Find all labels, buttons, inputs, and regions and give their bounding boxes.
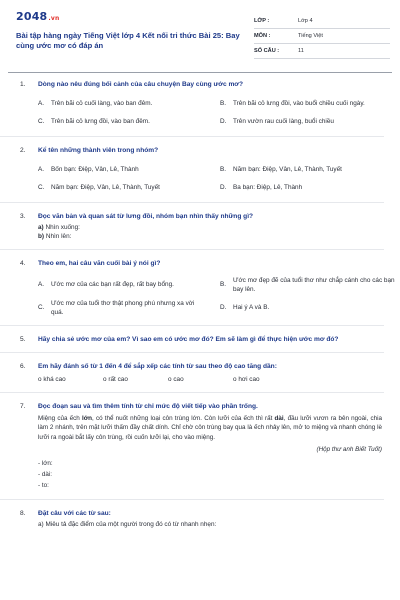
option-label: D.	[220, 117, 227, 125]
answer-line[interactable]	[38, 233, 382, 242]
question-stem: Hãy chia sẻ ước mơ của em? Vì sao em có ước mơ đó? Em sẽ làm gì để thực hiện ước mơ đó?	[38, 336, 339, 344]
site-logo[interactable]	[16, 10, 59, 23]
option-label: C.	[38, 183, 45, 191]
options	[38, 277, 395, 317]
option-label: C.	[38, 117, 45, 125]
line-text: Nhìn lên:	[45, 232, 72, 240]
meta-value: 11	[298, 48, 304, 54]
question-4	[20, 259, 395, 317]
option-label: B.	[220, 281, 227, 289]
option-c[interactable]	[38, 116, 208, 128]
question-stem: Kể tên những thành viên trong nhóm?	[38, 147, 159, 154]
option-d[interactable]	[220, 300, 400, 317]
question-number: 1.	[20, 81, 26, 88]
question-8	[20, 509, 382, 530]
option-text: Hai ý A và B.	[233, 304, 270, 312]
divider	[0, 499, 384, 500]
question-number: 3.	[20, 213, 26, 220]
option-text: Trên vườn rau cuối làng, buổi chiều	[233, 117, 334, 125]
option-a[interactable]	[38, 277, 208, 294]
option-c[interactable]	[38, 300, 208, 317]
option-label: C.	[38, 304, 45, 312]
meta-key: LỚP :	[254, 18, 270, 24]
divider	[0, 392, 384, 393]
option-label: A.	[38, 165, 45, 173]
divider	[0, 325, 384, 326]
blank-line[interactable]: - to:	[38, 481, 49, 489]
option-text: Trên bãi cỏ lưng đồi, vào buổi chiều cuối ngày.	[233, 99, 365, 107]
line-text: Nhìn xuống:	[45, 224, 80, 231]
question-number: 6.	[20, 363, 26, 371]
option-a[interactable]	[38, 98, 208, 110]
question-stem: Theo em, hai câu văn cuối bài ý nói gì?	[38, 260, 161, 268]
options	[38, 98, 382, 128]
question-stem: Em hãy đánh số từ 1 đến 4 để sắp xếp các tính từ sau theo độ cao tăng dần:	[38, 363, 277, 371]
option-b[interactable]	[220, 98, 400, 110]
options	[38, 164, 382, 194]
option-text: Ước mơ đẹp đẽ của tuổi thơ như chắp cánh cho các bạn bay lên.	[233, 277, 395, 293]
question-number: 8.	[20, 509, 26, 517]
meta-value: Tiếng Việt	[298, 33, 323, 39]
question-stem: Dòng nào nêu đúng bối cảnh của câu chuyện Bay cùng ước mơ?	[38, 81, 244, 88]
passage-text: , đầu lưỡi vươn ra bên ngoài, chia làm 2 nhánh, trên mặt lưỡi thấm đầy chất dính. Chỉ chờ côn trùng bay qua là ếch nhảy lên, mở to miệng và nhanh chóng lè lưỡi ra ngoài bắt lấy côn trùng, rồi cuốn lưỡi lại, cho vào miệng.	[38, 415, 383, 441]
meta-row-count	[254, 44, 390, 59]
option-text: Năm bạn: Điệp, Vân, Lê, Thành, Tuyết	[51, 183, 160, 191]
header	[16, 10, 390, 62]
option-label: A.	[38, 281, 45, 289]
option-label: B.	[220, 99, 227, 107]
question-7	[20, 402, 382, 491]
question-stem: Đọc đoạn sau và tìm thêm tính từ chỉ mức độ viết tiếp vào phần trống.	[38, 403, 258, 411]
meta-value: Lớp 4	[298, 18, 313, 24]
document-title: Bài tập hàng ngày Tiếng Việt lớp 4 Kết nối tri thức Bài 25: Bay cùng ước mơ có đáp án	[16, 31, 240, 50]
answer-line[interactable]	[38, 224, 382, 233]
option-text: Ước mơ của các bạn rất đẹp, rất bay bổng.	[51, 281, 174, 289]
question-1	[20, 80, 382, 128]
option-b[interactable]	[220, 277, 400, 294]
question-number: 7.	[20, 403, 26, 411]
answer-lines	[38, 224, 382, 241]
meta-key: MÔN :	[254, 33, 271, 39]
logo-suffix: .vn	[48, 15, 60, 22]
question-stem: Đặt câu với các từ sau:	[38, 509, 111, 517]
passage-keyword: lớn	[81, 415, 93, 423]
passage-source: (Hộp thư anh Biết Tuốt)	[316, 445, 382, 453]
answer-line[interactable]: a) Miêu tả đặc điểm của một người trong đó có từ nhanh nhẹn:	[38, 520, 217, 528]
question-5	[20, 335, 382, 344]
ordering-choice[interactable]: o khá cao	[38, 376, 66, 384]
option-label: A.	[38, 99, 45, 107]
meta-row-grade	[254, 14, 390, 29]
option-text: Bốn bạn: Điệp, Vân, Lê, Thành	[51, 165, 139, 173]
option-text: Ba bạn: Điệp, Lê, Thành	[233, 183, 303, 191]
meta-row-subject	[254, 29, 390, 44]
question-number: 5.	[20, 336, 26, 344]
option-text: Trên bãi cỏ cuối làng, vào ban đêm.	[51, 99, 153, 107]
question-number: 4.	[20, 260, 26, 268]
question-6	[20, 362, 382, 384]
logo-text: 2048	[16, 10, 48, 23]
meta-table	[254, 14, 390, 59]
line-label: a)	[38, 224, 44, 231]
question-stem: Đọc văn bản và quan sát từ lưng đồi, nhóm bạn nhìn thấy những gì?	[38, 213, 254, 220]
ordering-choice[interactable]: o rất cao	[103, 376, 128, 384]
blank-line[interactable]: - dài:	[38, 470, 52, 478]
option-c[interactable]	[38, 182, 208, 194]
passage-text: Miệng của ếch	[38, 415, 82, 423]
blank-line[interactable]: - lớn:	[38, 459, 53, 467]
reading-passage	[38, 414, 382, 442]
option-label: D.	[220, 183, 227, 191]
question-number: 2.	[20, 147, 26, 154]
question-2	[20, 146, 382, 194]
divider	[0, 352, 384, 353]
line-label: b)	[38, 232, 45, 240]
option-b[interactable]	[220, 164, 400, 176]
fill-blanks	[38, 458, 382, 491]
option-label: B.	[220, 165, 227, 173]
option-text: Ước mơ của tuổi thơ thật phong phú nhưng xa vời quá.	[51, 300, 195, 316]
option-label: D.	[220, 304, 227, 312]
header-divider	[8, 72, 392, 73]
ordering-choice[interactable]: o hơi cao	[233, 376, 260, 384]
question-list	[20, 80, 395, 529]
option-d[interactable]	[220, 182, 400, 194]
question-3	[20, 212, 382, 241]
ordering-choices	[38, 375, 382, 384]
option-a[interactable]	[38, 164, 208, 176]
divider	[0, 202, 384, 203]
meta-key: SỐ CÂU :	[254, 48, 280, 54]
option-d[interactable]	[220, 116, 400, 128]
divider	[0, 249, 384, 250]
passage-text: , có thể nuốt những loại côn trùng lớn. Còn lưỡi của ếch thì rất	[92, 415, 275, 423]
option-text: Năm bạn: Điệp, Vân, Lê, Thành, Tuyết	[233, 165, 342, 173]
passage-keyword: dài	[274, 415, 284, 423]
divider	[0, 136, 384, 137]
option-text: Trên bãi cỏ lưng đồi, vào ban đêm.	[51, 117, 150, 125]
ordering-choice[interactable]: o cao	[168, 376, 184, 384]
